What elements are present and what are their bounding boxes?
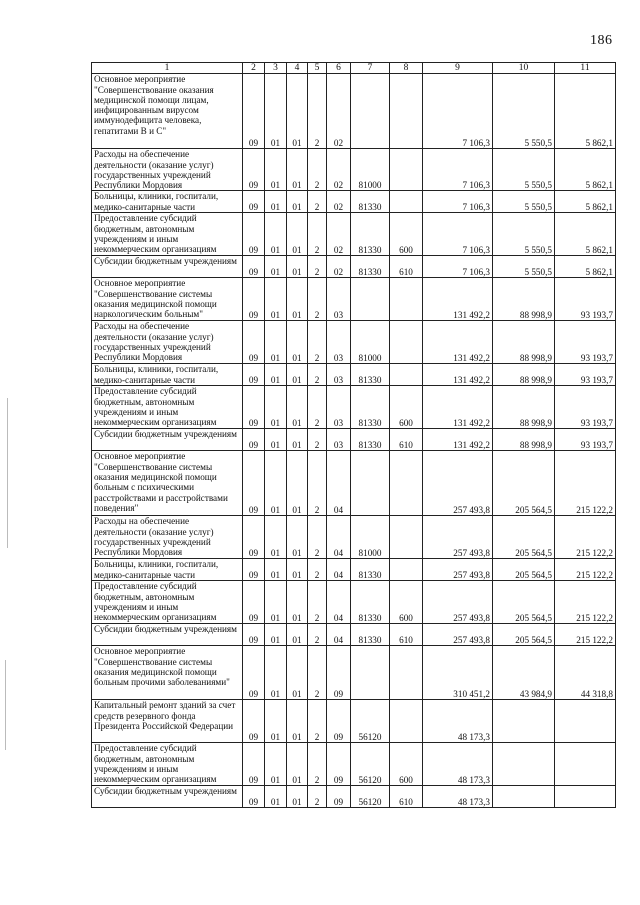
amount-cell-9: 48 173,3 [423, 700, 493, 743]
code-cell-8 [390, 191, 423, 213]
code-cell-6: 02 [327, 191, 351, 213]
code-cell-8 [390, 364, 423, 386]
code-cell-4: 01 [287, 451, 308, 516]
code-cell-5: 2 [308, 451, 327, 516]
code-cell-3: 01 [265, 559, 287, 581]
code-cell-5: 2 [308, 386, 327, 429]
code-cell-3: 01 [265, 278, 287, 321]
code-cell-4: 01 [287, 74, 308, 149]
code-cell-7: 56120 [351, 743, 390, 786]
amount-cell-10 [493, 700, 555, 743]
code-cell-2: 09 [243, 624, 265, 646]
amount-cell-11: 215 122,2 [555, 451, 616, 516]
code-cell-8: 610 [390, 256, 423, 278]
amount-cell-10: 5 550,5 [493, 213, 555, 256]
row-description: Основное мероприятие "Совершенствование системы оказания медицинской помощи больным с психическими расстройствами и расстройствами поведения" [92, 451, 243, 516]
code-cell-8 [390, 74, 423, 149]
code-cell-6: 03 [327, 386, 351, 429]
table-row [92, 321, 616, 364]
column-number-row [92, 63, 616, 74]
code-cell-2: 09 [243, 364, 265, 386]
code-cell-2: 09 [243, 386, 265, 429]
code-cell-6: 02 [327, 74, 351, 149]
amount-cell-9: 7 106,3 [423, 149, 493, 191]
table-row [92, 191, 616, 213]
amount-cell-11: 93 193,7 [555, 364, 616, 386]
row-description: Предоставление субсидий бюджетным, автономным учреждениям и иным некоммерческим организациям [92, 581, 243, 624]
amount-cell-11: 93 193,7 [555, 386, 616, 429]
code-cell-4: 01 [287, 581, 308, 624]
code-cell-5: 2 [308, 191, 327, 213]
code-cell-6: 02 [327, 213, 351, 256]
code-cell-4: 01 [287, 149, 308, 191]
row-description: Расходы на обеспечение деятельности (оказание услуг) государственных учреждений Республики Мордовия [92, 321, 243, 364]
amount-cell-11: 44 318,8 [555, 646, 616, 700]
code-cell-5: 2 [308, 559, 327, 581]
code-cell-8 [390, 149, 423, 191]
amount-cell-11 [555, 786, 616, 808]
budget-table [91, 62, 616, 808]
amount-cell-10: 205 564,5 [493, 581, 555, 624]
amount-cell-9: 7 106,3 [423, 74, 493, 149]
table-row [92, 743, 616, 786]
code-cell-3: 01 [265, 429, 287, 451]
amount-cell-11: 93 193,7 [555, 278, 616, 321]
code-cell-4: 01 [287, 786, 308, 808]
row-description: Основное мероприятие "Совершенствование оказания медицинской помощи лицам, инфицированным вирусом иммунодефицита человека, гепатитами В и С" [92, 74, 243, 149]
code-cell-4: 01 [287, 646, 308, 700]
code-cell-7 [351, 74, 390, 149]
code-cell-5: 2 [308, 364, 327, 386]
amount-cell-10 [493, 786, 555, 808]
page-number: 186 [590, 33, 613, 48]
amount-cell-9: 257 493,8 [423, 559, 493, 581]
code-cell-3: 01 [265, 700, 287, 743]
amount-cell-11: 215 122,2 [555, 624, 616, 646]
amount-cell-10: 205 564,5 [493, 624, 555, 646]
row-description: Капитальный ремонт зданий за счет средств резервного фонда Президента Российской Федерации [92, 700, 243, 743]
code-cell-6: 03 [327, 278, 351, 321]
code-cell-6: 09 [327, 743, 351, 786]
code-cell-7: 81330 [351, 191, 390, 213]
table-row [92, 516, 616, 559]
amount-cell-9: 257 493,8 [423, 516, 493, 559]
amount-cell-9: 48 173,3 [423, 786, 493, 808]
amount-cell-10: 88 998,9 [493, 321, 555, 364]
amount-cell-11 [555, 743, 616, 786]
code-cell-3: 01 [265, 581, 287, 624]
table-row [92, 581, 616, 624]
code-cell-4: 01 [287, 191, 308, 213]
amount-cell-9: 131 492,2 [423, 321, 493, 364]
code-cell-4: 01 [287, 364, 308, 386]
code-cell-3: 01 [265, 516, 287, 559]
amount-cell-9: 257 493,8 [423, 451, 493, 516]
code-cell-2: 09 [243, 191, 265, 213]
code-cell-2: 09 [243, 516, 265, 559]
row-description: Основное мероприятие "Совершенствование системы оказания медицинской помощи больным прочими заболеваниями" [92, 646, 243, 700]
amount-cell-10: 88 998,9 [493, 278, 555, 321]
row-description: Субсидии бюджетным учреждениям [92, 256, 243, 278]
column-header: 7 [351, 63, 390, 74]
table-row [92, 149, 616, 191]
amount-cell-11: 215 122,2 [555, 516, 616, 559]
code-cell-4: 01 [287, 516, 308, 559]
amount-cell-10: 205 564,5 [493, 559, 555, 581]
column-header: 6 [327, 63, 351, 74]
code-cell-7: 81000 [351, 321, 390, 364]
code-cell-6: 03 [327, 429, 351, 451]
column-header: 11 [555, 63, 616, 74]
amount-cell-11: 215 122,2 [555, 559, 616, 581]
code-cell-8 [390, 278, 423, 321]
code-cell-2: 09 [243, 74, 265, 149]
amount-cell-11: 5 862,1 [555, 74, 616, 149]
code-cell-3: 01 [265, 213, 287, 256]
table-row [92, 451, 616, 516]
code-cell-5: 2 [308, 624, 327, 646]
code-cell-3: 01 [265, 74, 287, 149]
amount-cell-9: 131 492,2 [423, 386, 493, 429]
code-cell-3: 01 [265, 191, 287, 213]
table-row [92, 700, 616, 743]
table-row [92, 213, 616, 256]
amount-cell-11 [555, 700, 616, 743]
amount-cell-11: 93 193,7 [555, 429, 616, 451]
amount-cell-9: 257 493,8 [423, 581, 493, 624]
table-row [92, 386, 616, 429]
amount-cell-11: 5 862,1 [555, 191, 616, 213]
code-cell-7: 56120 [351, 786, 390, 808]
code-cell-5: 2 [308, 429, 327, 451]
code-cell-5: 2 [308, 256, 327, 278]
code-cell-6: 04 [327, 451, 351, 516]
code-cell-2: 09 [243, 786, 265, 808]
code-cell-3: 01 [265, 624, 287, 646]
code-cell-6: 03 [327, 321, 351, 364]
column-header: 5 [308, 63, 327, 74]
code-cell-7: 56120 [351, 700, 390, 743]
row-description: Расходы на обеспечение деятельности (оказание услуг) государственных учреждений Республики Мордовия [92, 516, 243, 559]
code-cell-4: 01 [287, 700, 308, 743]
row-description: Основное мероприятие "Совершенствование системы оказания медицинской помощи наркологическим больным" [92, 278, 243, 321]
code-cell-4: 01 [287, 213, 308, 256]
column-header: 2 [243, 63, 265, 74]
code-cell-6: 04 [327, 581, 351, 624]
amount-cell-9: 131 492,2 [423, 429, 493, 451]
code-cell-3: 01 [265, 321, 287, 364]
code-cell-5: 2 [308, 581, 327, 624]
code-cell-3: 01 [265, 256, 287, 278]
amount-cell-11: 215 122,2 [555, 581, 616, 624]
code-cell-6: 09 [327, 786, 351, 808]
row-description: Больницы, клиники, госпитали, медико-санитарные части [92, 559, 243, 581]
code-cell-3: 01 [265, 786, 287, 808]
column-header: 1 [92, 63, 243, 74]
code-cell-6: 03 [327, 364, 351, 386]
code-cell-4: 01 [287, 624, 308, 646]
code-cell-6: 09 [327, 700, 351, 743]
code-cell-5: 2 [308, 321, 327, 364]
code-cell-4: 01 [287, 429, 308, 451]
code-cell-6: 04 [327, 516, 351, 559]
code-cell-8: 610 [390, 624, 423, 646]
amount-cell-10: 5 550,5 [493, 74, 555, 149]
table-row [92, 278, 616, 321]
code-cell-5: 2 [308, 213, 327, 256]
code-cell-5: 2 [308, 700, 327, 743]
code-cell-5: 2 [308, 646, 327, 700]
amount-cell-10: 43 984,9 [493, 646, 555, 700]
row-description: Субсидии бюджетным учреждениям [92, 786, 243, 808]
code-cell-4: 01 [287, 278, 308, 321]
code-cell-4: 01 [287, 559, 308, 581]
table-row [92, 624, 616, 646]
code-cell-3: 01 [265, 743, 287, 786]
code-cell-7: 81330 [351, 429, 390, 451]
row-description: Субсидии бюджетным учреждениям [92, 624, 243, 646]
code-cell-5: 2 [308, 74, 327, 149]
code-cell-5: 2 [308, 743, 327, 786]
row-description: Расходы на обеспечение деятельности (оказание услуг) государственных учреждений Республики Мордовия [92, 149, 243, 191]
row-description: Больницы, клиники, госпитали, медико-санитарные части [92, 191, 243, 213]
table-row [92, 559, 616, 581]
code-cell-7: 81330 [351, 364, 390, 386]
code-cell-8 [390, 321, 423, 364]
amount-cell-11: 5 862,1 [555, 256, 616, 278]
code-cell-8: 610 [390, 429, 423, 451]
code-cell-4: 01 [287, 256, 308, 278]
code-cell-2: 09 [243, 278, 265, 321]
amount-cell-9: 7 106,3 [423, 213, 493, 256]
code-cell-2: 09 [243, 321, 265, 364]
code-cell-7: 81330 [351, 256, 390, 278]
code-cell-8: 600 [390, 213, 423, 256]
code-cell-6: 04 [327, 559, 351, 581]
code-cell-2: 09 [243, 581, 265, 624]
table-row [92, 364, 616, 386]
amount-cell-10 [493, 743, 555, 786]
code-cell-8: 600 [390, 743, 423, 786]
code-cell-2: 09 [243, 213, 265, 256]
code-cell-5: 2 [308, 516, 327, 559]
code-cell-6: 09 [327, 646, 351, 700]
amount-cell-11: 5 862,1 [555, 149, 616, 191]
amount-cell-11: 5 862,1 [555, 213, 616, 256]
row-description: Предоставление субсидий бюджетным, автономным учреждениям и иным некоммерческим организациям [92, 213, 243, 256]
column-header: 10 [493, 63, 555, 74]
code-cell-5: 2 [308, 278, 327, 321]
code-cell-3: 01 [265, 149, 287, 191]
amount-cell-10: 88 998,9 [493, 364, 555, 386]
table-body [92, 74, 616, 808]
amount-cell-9: 257 493,8 [423, 624, 493, 646]
code-cell-3: 01 [265, 646, 287, 700]
amount-cell-9: 310 451,2 [423, 646, 493, 700]
code-cell-7 [351, 451, 390, 516]
code-cell-6: 02 [327, 256, 351, 278]
code-cell-7: 81330 [351, 213, 390, 256]
amount-cell-10: 205 564,5 [493, 451, 555, 516]
code-cell-4: 01 [287, 743, 308, 786]
code-cell-7: 81330 [351, 386, 390, 429]
code-cell-7: 81330 [351, 624, 390, 646]
amount-cell-9: 48 173,3 [423, 743, 493, 786]
code-cell-6: 04 [327, 624, 351, 646]
code-cell-2: 09 [243, 149, 265, 191]
code-cell-3: 01 [265, 386, 287, 429]
code-cell-8: 610 [390, 786, 423, 808]
code-cell-7 [351, 646, 390, 700]
amount-cell-9: 131 492,2 [423, 364, 493, 386]
code-cell-6: 02 [327, 149, 351, 191]
code-cell-7: 81330 [351, 581, 390, 624]
code-cell-2: 09 [243, 743, 265, 786]
amount-cell-10: 5 550,5 [493, 149, 555, 191]
table-row [92, 786, 616, 808]
amount-cell-9: 7 106,3 [423, 191, 493, 213]
scan-mark [5, 660, 6, 750]
code-cell-4: 01 [287, 386, 308, 429]
table-row [92, 74, 616, 149]
column-header: 4 [287, 63, 308, 74]
amount-cell-9: 131 492,2 [423, 278, 493, 321]
code-cell-8 [390, 646, 423, 700]
column-header: 8 [390, 63, 423, 74]
code-cell-5: 2 [308, 786, 327, 808]
code-cell-2: 09 [243, 429, 265, 451]
table-row [92, 256, 616, 278]
code-cell-7: 81330 [351, 559, 390, 581]
row-description: Больницы, клиники, госпитали, медико-санитарные части [92, 364, 243, 386]
row-description: Предоставление субсидий бюджетным, автономным учреждениям и иным некоммерческим организациям [92, 386, 243, 429]
code-cell-7: 81000 [351, 149, 390, 191]
code-cell-8: 600 [390, 386, 423, 429]
amount-cell-10: 205 564,5 [493, 516, 555, 559]
amount-cell-11: 93 193,7 [555, 321, 616, 364]
code-cell-5: 2 [308, 149, 327, 191]
amount-cell-10: 5 550,5 [493, 191, 555, 213]
code-cell-3: 01 [265, 451, 287, 516]
amount-cell-10: 5 550,5 [493, 256, 555, 278]
table-row [92, 646, 616, 700]
code-cell-2: 09 [243, 559, 265, 581]
code-cell-3: 01 [265, 364, 287, 386]
code-cell-2: 09 [243, 451, 265, 516]
table-row [92, 429, 616, 451]
code-cell-7 [351, 278, 390, 321]
code-cell-8 [390, 700, 423, 743]
code-cell-8 [390, 516, 423, 559]
code-cell-4: 01 [287, 321, 308, 364]
row-description: Субсидии бюджетным учреждениям [92, 429, 243, 451]
code-cell-8: 600 [390, 581, 423, 624]
column-header: 3 [265, 63, 287, 74]
code-cell-2: 09 [243, 256, 265, 278]
scan-mark [7, 398, 8, 548]
column-header: 9 [423, 63, 493, 74]
amount-cell-10: 88 998,9 [493, 429, 555, 451]
row-description: Предоставление субсидий бюджетным, автономным учреждениям и иным некоммерческим организациям [92, 743, 243, 786]
code-cell-8 [390, 559, 423, 581]
amount-cell-9: 7 106,3 [423, 256, 493, 278]
code-cell-2: 09 [243, 700, 265, 743]
code-cell-8 [390, 451, 423, 516]
code-cell-7: 81000 [351, 516, 390, 559]
amount-cell-10: 88 998,9 [493, 386, 555, 429]
code-cell-2: 09 [243, 646, 265, 700]
